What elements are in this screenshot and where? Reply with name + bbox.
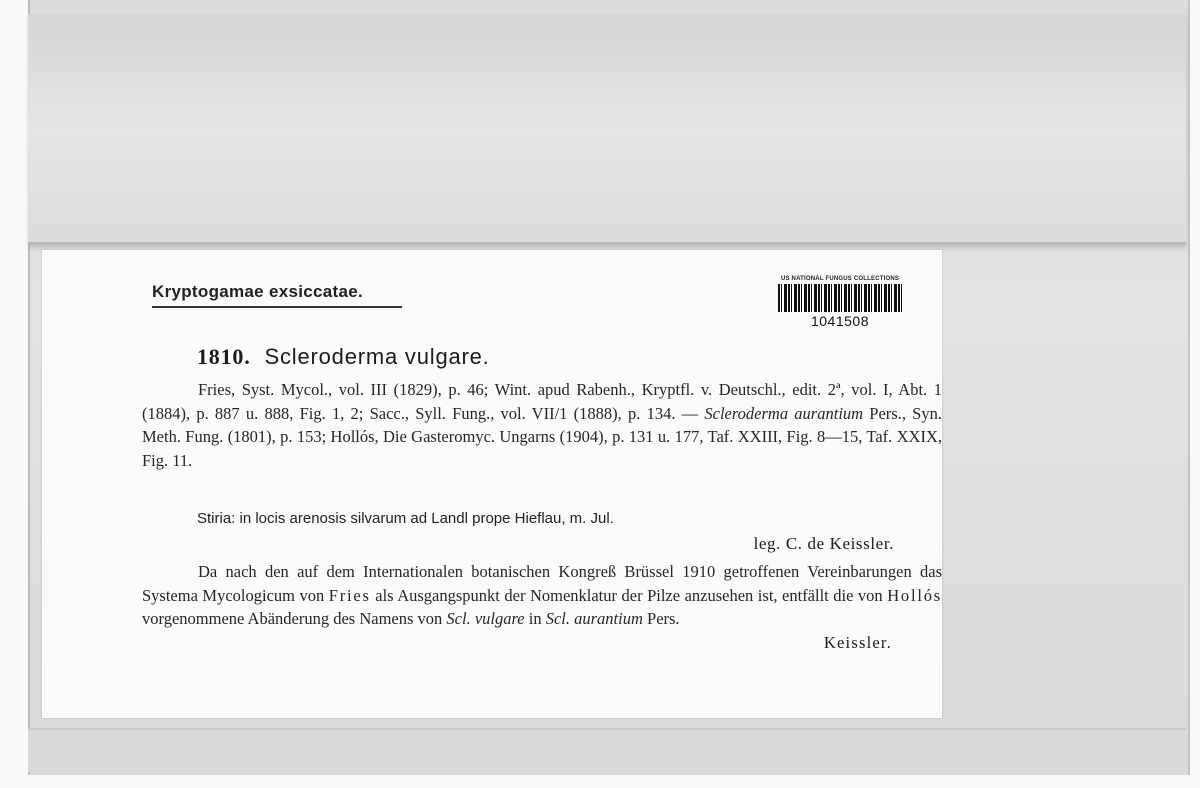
packet-bottom-fold — [28, 728, 1186, 772]
note-text-4: in — [524, 609, 546, 628]
entry-title — [197, 344, 490, 370]
locality-line: Stiria: in locis arenosis silvarum ad Landl prope Hieflau, m. Jul. — [197, 510, 614, 527]
note-text-1: Da nach den auf dem Internationalen botanischen Kongreß Brüssel 1910 getroffenen Vereinbarungen das Systema Mycologicum von — [142, 562, 942, 605]
references-synonym: Scleroderma aurantium — [704, 403, 864, 423]
note-text-3: vorgenommene Abänderung des Namens von — [142, 609, 447, 628]
references-part2: Pers., Syn. Meth. Fung. (1801), p. 153; Hollós, Die Gasteromyc. Ungarns (1904), p. 131 u. 177, Taf. XXIII, Fig. 8—15, Taf. XXIX, Fig. 11. — [142, 403, 942, 470]
specimen-label — [42, 250, 942, 718]
note-signature: Keissler. — [823, 633, 892, 652]
note-text-2: als Ausgangspunkt der Nomenklatur der Pilze anzusehen ist, entfällt die von — [370, 585, 888, 605]
note-name-vulgare: Scl. vulgare — [446, 609, 525, 628]
note-text-5: Pers. — [642, 609, 680, 628]
references-paragraph — [142, 378, 942, 472]
packet-flap — [28, 14, 1186, 245]
references-part1: Fries, Syst. Mycol., vol. III (1829), p. 46; Wint. apud Rabenh., Kryptfl. v. Deutschl., edit. 2ª, vol. I, Abt. 1 (1884), p. 887 u. 888, Fig. 1, 2; Sacc., Syll. Fung., vol. VII/1 (1888), p. 134. — — [142, 380, 942, 423]
note-name-aurantium: Scl. aurantium — [545, 609, 643, 628]
barcode-icon — [778, 284, 902, 312]
entry-species: Scleroderma vulgare. — [264, 344, 490, 369]
barcode-sticker — [770, 276, 910, 340]
entry-number: 1810. — [197, 344, 251, 369]
note-author-hollos: Hollós — [887, 585, 943, 605]
series-title: Kryptogamae exsiccatae. — [152, 282, 402, 308]
barcode-number: 1041508 — [810, 313, 869, 329]
note-author-fries: Fries — [328, 585, 371, 605]
barcode-institution: US NATIONAL FUNGUS COLLECTIONS — [780, 276, 900, 282]
nomenclature-note — [142, 560, 942, 631]
collector-line: leg. C. de Keissler. — [753, 534, 894, 553]
